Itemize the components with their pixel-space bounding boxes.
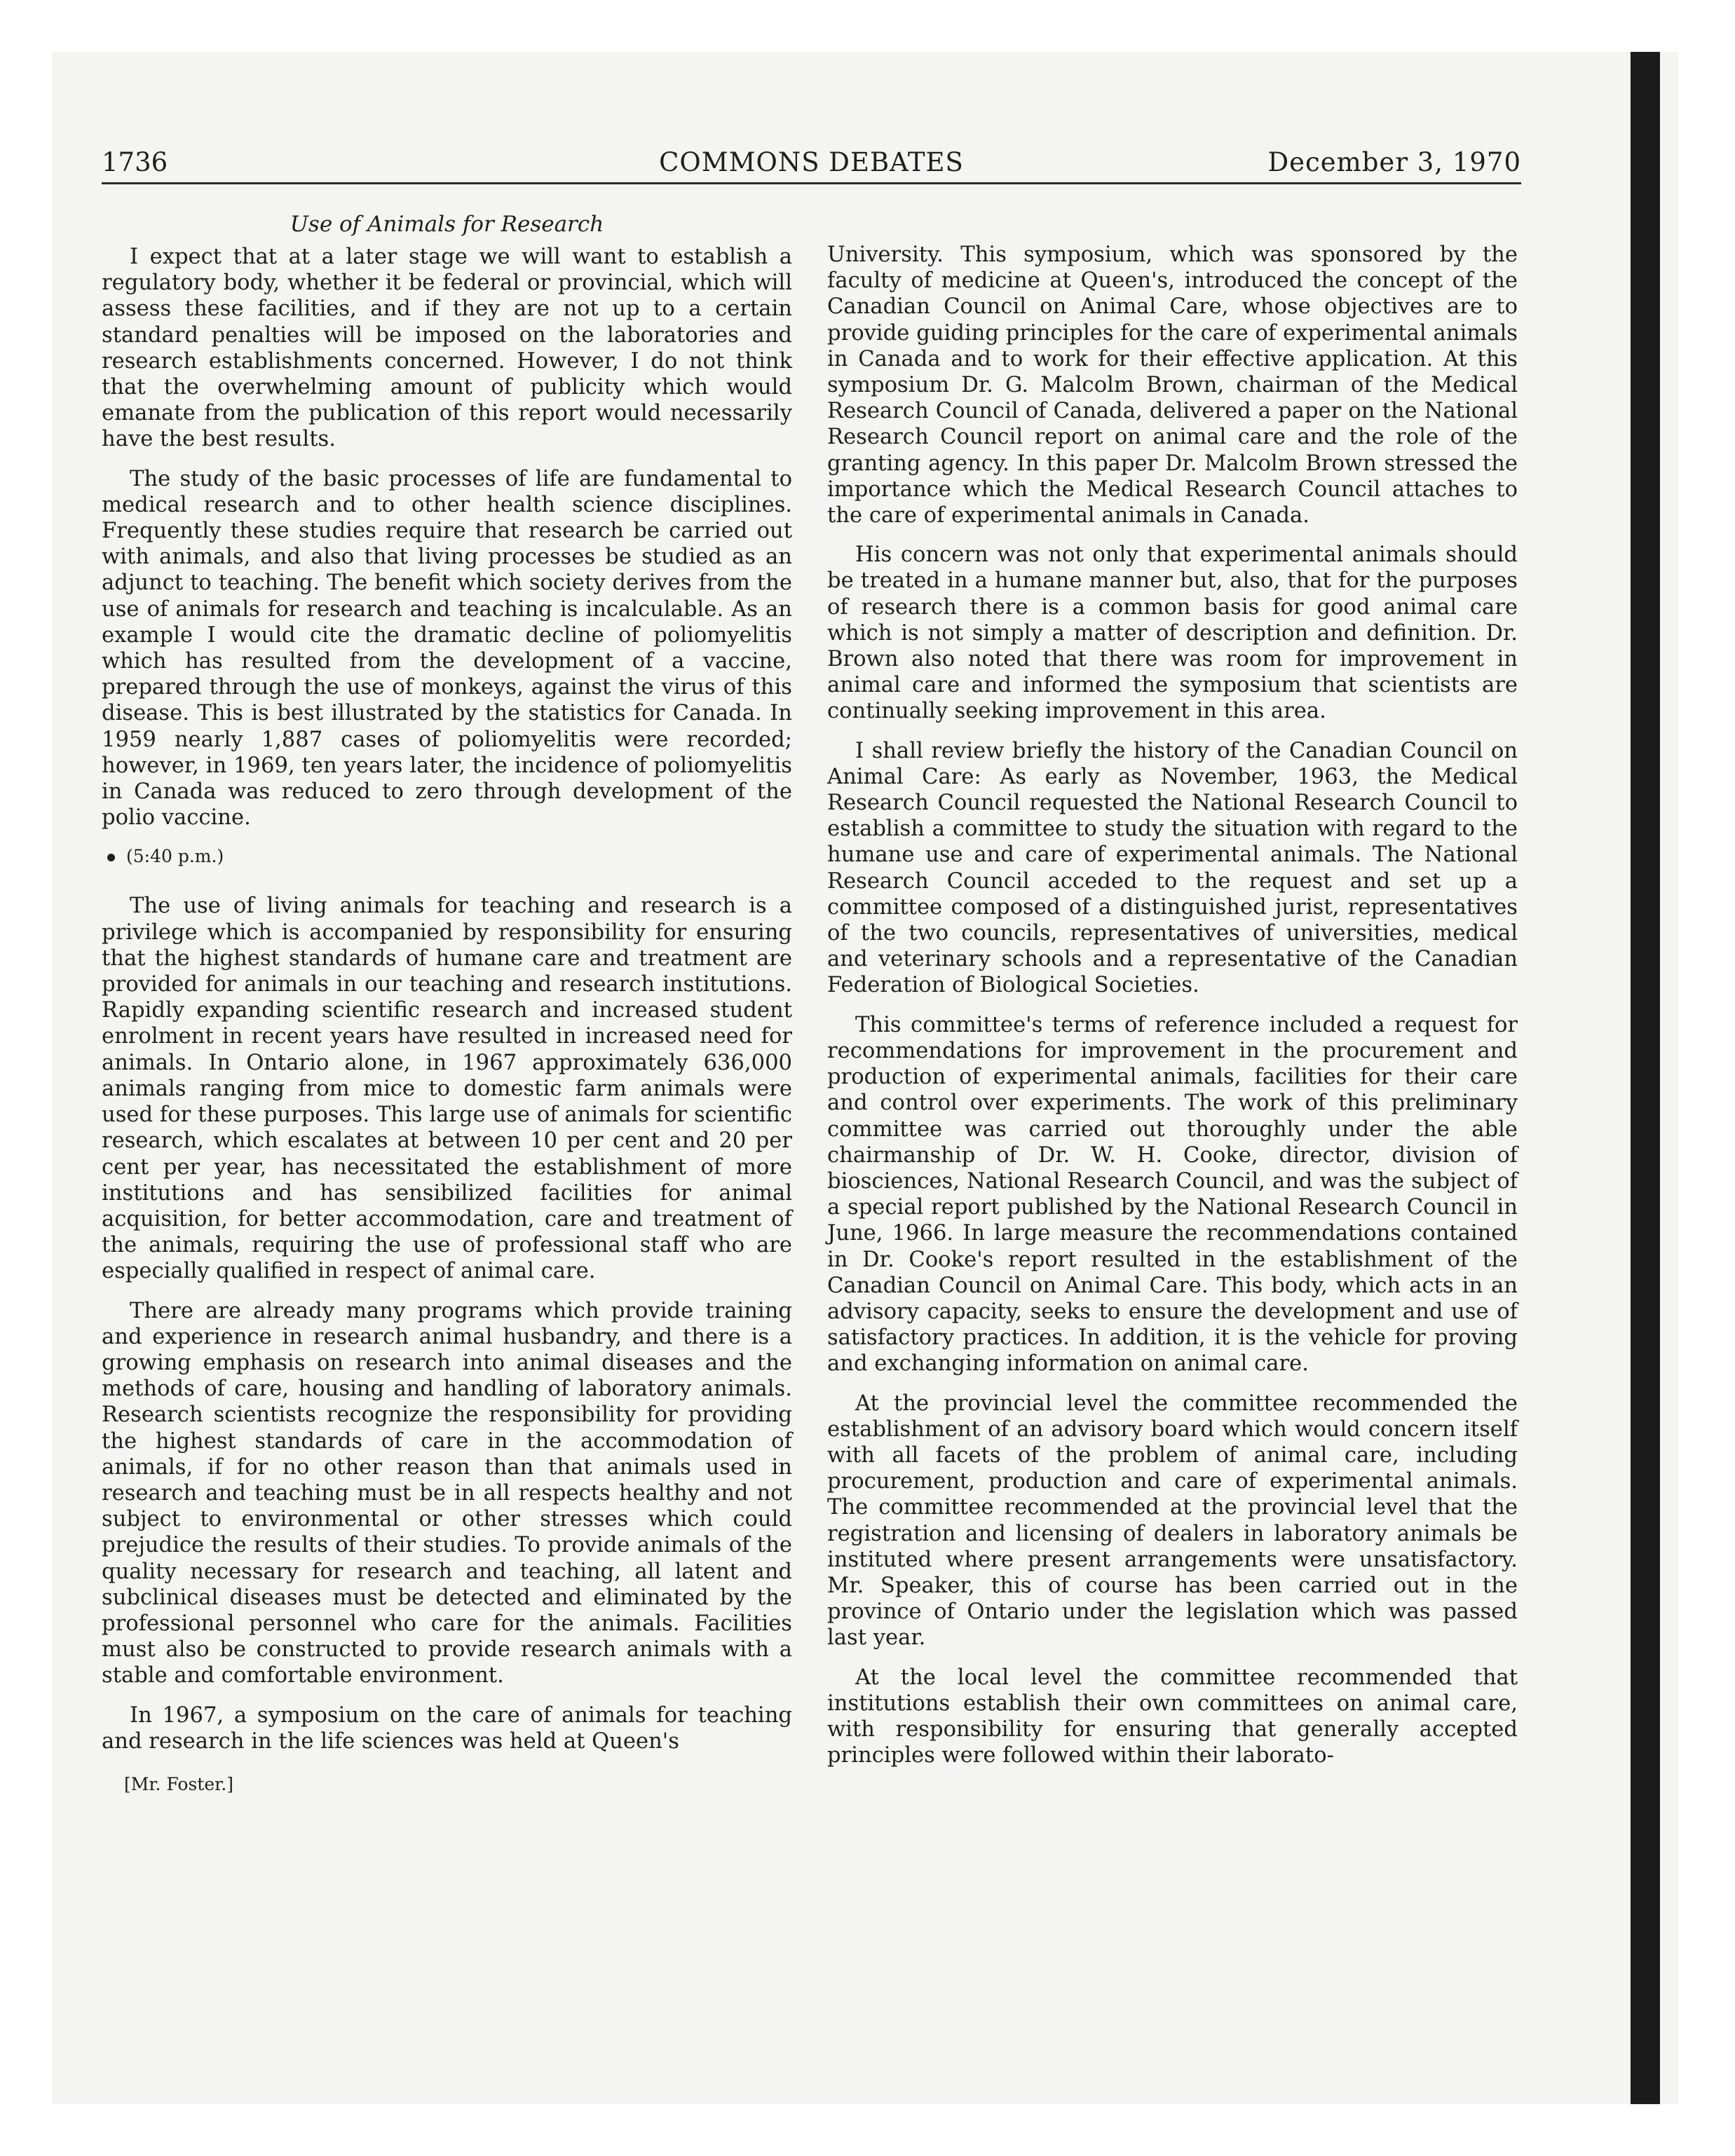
section-heading: Use of Animals for Research [290,212,604,237]
time-marker [107,844,792,869]
paragraph: The use of living animals for teaching and research is a privilege which is accompanied by responsibility for ensuring that the highest standards of humane care and treatment are provided for animals in our teaching and research institutions. Rapidly expanding scientific research and increased student enrolment in recent years have resulted in increased need for animals. In Ontario alone, in 1967 approximately 636,000 animals ranging from mice to domestic farm animals were used for these purposes. This large use of animals for scientific research, which escalates at between 10 per cent and 20 per cent per year, has necessitated the establishment of more institutions and has sensibilized facilities for animal acquisition, for better accommodation, care and treatment of the animals, requiring the use of professional staff who are especially qualified in respect of animal care. [102,894,792,1284]
scan-edge-shadow [1631,52,1660,2104]
publication-title: COMMONS DEBATES [659,147,964,177]
paragraph: This committee's terms of reference included a request for recommendations for improvement in the procurement and production of experimental animals, facilities for their care and control over experiments. The work of this preliminary committee was carried out thoroughly under the able chairmanship of Dr. W. H. Cooke, director, division of biosciences, National Research Council, and was the subject of a special report published by the National Research Council in June, 1966. In large measure the recommendations contained in Dr. Cooke's report resulted in the establishment of the Canadian Council on Animal Care. This body, which acts in an advisory capacity, seeks to ensure the development and use of satisfactory practices. In addition, it is the vehicle for proving and exchanging information on animal care. [827,1012,1518,1377]
header-date: December 3, 1970 [1267,147,1521,177]
paragraph: His concern was not only that experimental animals should be treated in a humane manner but, also, that for the purposes of research there is a common basis for good animal care which is not simply a matter of description and definition. Dr. Brown also noted that there was room for improvement in animal care and informed the symposium that scientists are continually seeking improvement in this area. [827,543,1518,724]
paragraph: University. This symposium, which was sponsored by the faculty of medicine at Queen's, introduced the concept of the Canadian Council on Animal Care, whose objectives are to provide guiding principles for the care of experimental animals in Canada and to work for their effective application. At this symposium Dr. G. Malcolm Brown, chairman of the Medical Research Council of Canada, delivered a paper on the National Research Council report on animal care and the role of the granting agency. In this paper Dr. Malcolm Brown stressed the importance which the Medical Research Council attaches to the care of experimental animals in Canada. [827,243,1518,528]
left-column [102,210,792,1797]
paragraph: I shall review briefly the history of the Canadian Council on Animal Care: As early as November, 1963, the Medical Research Council requested the National Research Council to establish a committee to study the situation with regard to the humane use and care of experimental animals. The National Research Council acceded to the request and set up a committee composed of a distinguished jurist, representatives of the two councils, representatives of universities, medical and veterinary schools and a representative of the Canadian Federation of Biological Societies. [827,738,1518,998]
page-header [102,147,1521,184]
paragraph: The study of the basic processes of life are fundamental to medical research and to other health science disciplines. Frequently these studies require that research be carried out with animals, and also that living processes be studied as an adjunct to teaching. The benefit which society derives from the use of animals for research and teaching is incalculable. As an example I would cite the dramatic decline of poliomyelitis which has resulted from the development of a vaccine, prepared through the use of monkeys, against the virus of this disease. This is best illustrated by the statistics for Canada. In 1959 nearly 1,887 cases of poliomyelitis were recorded; however, in 1969, ten years later, the incidence of poliomyelitis in Canada was reduced to zero through development of the polio vaccine. [102,466,792,831]
paragraph: I expect that at a later stage we will want to establish a regulatory body, whether it be federal or provincial, which will assess these facilities, and if they are not up to a certain standard penalties will be imposed on the laboratories and research establishments concerned. However, I do not think that the overwhelming amount of publicity which would emanate from the publication of this report would necessarily have the best results. [102,245,792,452]
paragraph: In 1967, a symposium on the care of animals for teaching and research in the life sciences was held at Queen's [102,1703,792,1754]
time-marker-text: (5:40 p.m.) [126,846,224,867]
speaker-attribution: [Mr. Foster.] [124,1773,234,1794]
paragraph: There are already many programs which provide training and experience in research animal husbandry, and there is a growing emphasis on research into animal diseases and the methods of care, housing and handling of laboratory animals. Research scientists recognize the responsibility for providing the highest standards of care in the accommodation of animals, if for no other reason than that animals used in research and teaching must be in all respects healthy and not subject to environmental or other stresses which could prejudice the results of their studies. To provide animals of the quality necessary for research and teaching, all latent and subclinical diseases must be detected and eliminated by the professional personnel who care for the animals. Facilities must also be constructed to provide research animals with a stable and comfortable environment. [102,1298,792,1688]
paragraph: At the local level the committee recommended that institutions establish their own committees on animal care, with responsibility for ensuring that generally accepted principles were followed within their laborato- [827,1665,1518,1768]
paragraph: At the provincial level the committee recommended the establishment of an advisory board which would concern itself with all facets of the problem of animal care, including procurement, production and care of experimental animals. The committee recommended at the provincial level that the registration and licensing of dealers in laboratory animals be instituted where present arrangements were unsatisfactory. Mr. Speaker, this of course has been carried out in the province of Ontario under the legislation which was passed last year. [827,1391,1518,1651]
right-column [827,242,1518,1782]
bullet-icon [107,854,115,861]
page-number: 1736 [102,147,168,177]
